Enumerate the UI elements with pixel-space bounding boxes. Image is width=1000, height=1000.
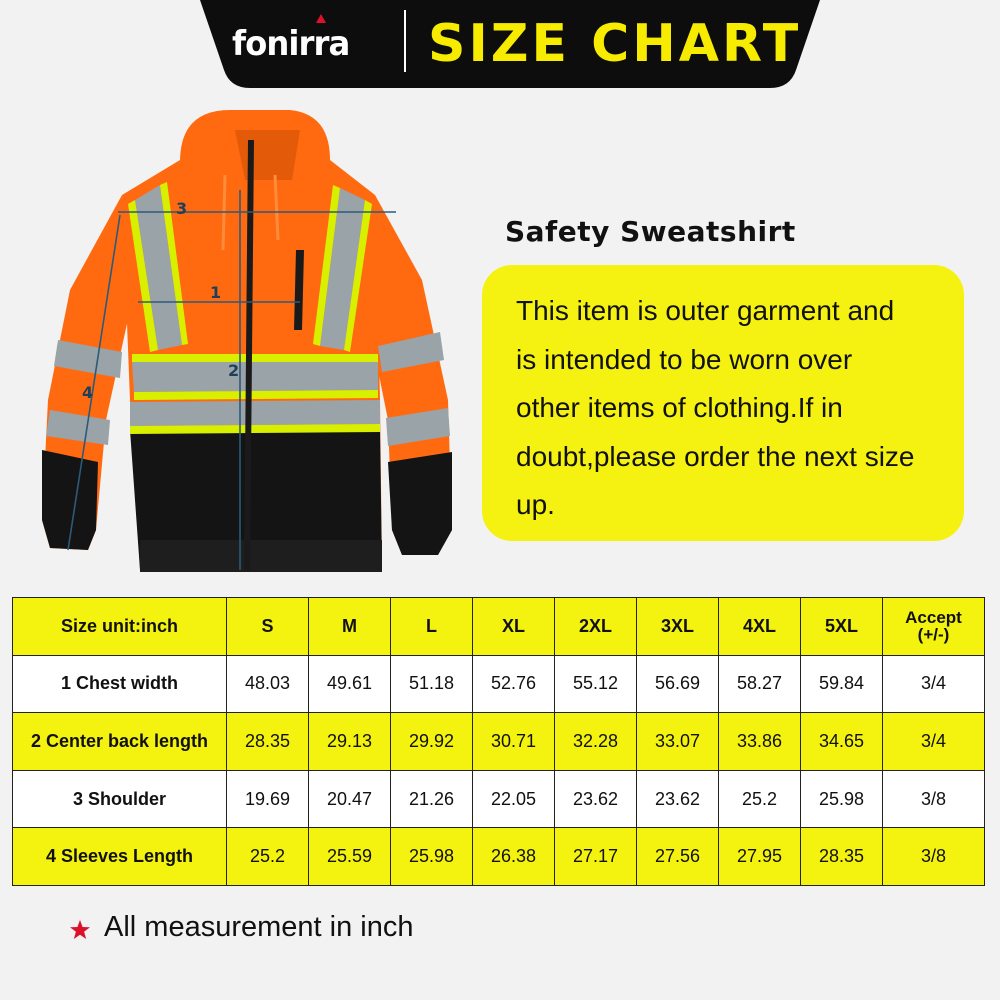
size-header: XL — [473, 598, 555, 656]
accept-header-line: Accept — [905, 608, 962, 628]
table-row — [13, 655, 985, 713]
table-cell: 25.59 — [309, 828, 391, 886]
size-header: 4XL — [719, 598, 801, 656]
table-cell: 23.62 — [637, 770, 719, 828]
note-line: is intended to be worn over — [516, 343, 853, 375]
table-cell: 19.69 — [227, 770, 309, 828]
row-label: 4 Sleeves Length — [13, 828, 227, 886]
table-cell: 23.62 — [555, 770, 637, 828]
table-cell: 27.56 — [637, 828, 719, 886]
table-cell: 27.17 — [555, 828, 637, 886]
table-cell: 28.35 — [227, 713, 309, 771]
note-line: other items of clothing.If in — [516, 392, 843, 423]
note-line: up. — [516, 489, 555, 520]
accept-cell: 3/4 — [883, 655, 985, 713]
size-header: 3XL — [637, 598, 719, 656]
brand-logo: fonirra — [232, 24, 350, 64]
table-row — [13, 828, 985, 886]
table-cell: 30.71 — [473, 713, 555, 771]
table-cell: 33.86 — [719, 713, 801, 771]
table-row — [13, 713, 985, 771]
table-cell: 25.2 — [719, 770, 801, 828]
garment-note — [482, 265, 964, 541]
table-cell: 34.65 — [801, 713, 883, 771]
table-cell: 20.47 — [309, 770, 391, 828]
table-corner-header: Size unit:inch — [13, 598, 227, 656]
row-label: 1 Chest width — [13, 655, 227, 713]
table-cell: 56.69 — [637, 655, 719, 713]
product-title: Safety Sweatshirt — [505, 215, 796, 248]
size-header: M — [309, 598, 391, 656]
table-header-row — [13, 598, 985, 656]
table-cell: 28.35 — [801, 828, 883, 886]
table-cell: 26.38 — [473, 828, 555, 886]
table-cell: 25.98 — [801, 770, 883, 828]
table-cell: 29.92 — [391, 713, 473, 771]
accept-cell: 3/4 — [883, 713, 985, 771]
accept-cell: 3/8 — [883, 828, 985, 886]
table-cell: 29.13 — [309, 713, 391, 771]
table-cell: 22.05 — [473, 770, 555, 828]
table-cell: 49.61 — [309, 655, 391, 713]
accept-cell: 3/8 — [883, 770, 985, 828]
size-header: 2XL — [555, 598, 637, 656]
table-cell: 27.95 — [719, 828, 801, 886]
table-cell: 25.2 — [227, 828, 309, 886]
size-header: S — [227, 598, 309, 656]
table-cell: 25.98 — [391, 828, 473, 886]
measurement-footnote — [68, 905, 668, 949]
brand-logo-mark-icon — [315, 12, 327, 24]
size-header: L — [391, 598, 473, 656]
row-label: 3 Shoulder — [13, 770, 227, 828]
table-cell: 55.12 — [555, 655, 637, 713]
accept-header — [883, 598, 985, 656]
size-header: 5XL — [801, 598, 883, 656]
table-cell: 33.07 — [637, 713, 719, 771]
measure-label-1: 1 — [210, 283, 222, 302]
note-line: This item is outer garment and — [516, 295, 895, 326]
table-row — [13, 770, 985, 828]
measure-label-2: 2 — [228, 361, 240, 380]
table-cell: 21.26 — [391, 770, 473, 828]
banner-divider — [404, 10, 406, 72]
table-cell: 52.76 — [473, 655, 555, 713]
table-cell: 48.03 — [227, 655, 309, 713]
table-cell: 58.27 — [719, 655, 801, 713]
page-title: SIZE CHART — [428, 14, 802, 74]
note-line: doubt,please order the next size — [516, 440, 915, 472]
jacket-illustration — [30, 100, 470, 585]
measure-label-4: 4 — [82, 383, 94, 402]
table-cell: 51.18 — [391, 655, 473, 713]
size-table — [12, 597, 985, 886]
table-cell: 59.84 — [801, 655, 883, 713]
table-cell: 32.28 — [555, 713, 637, 771]
footnote-text: All measurement in inch — [104, 910, 414, 943]
accept-header-line: (+/-) — [917, 625, 950, 645]
measure-label-3: 3 — [176, 199, 188, 218]
row-label: 2 Center back length — [13, 713, 227, 771]
star-icon — [68, 918, 92, 942]
